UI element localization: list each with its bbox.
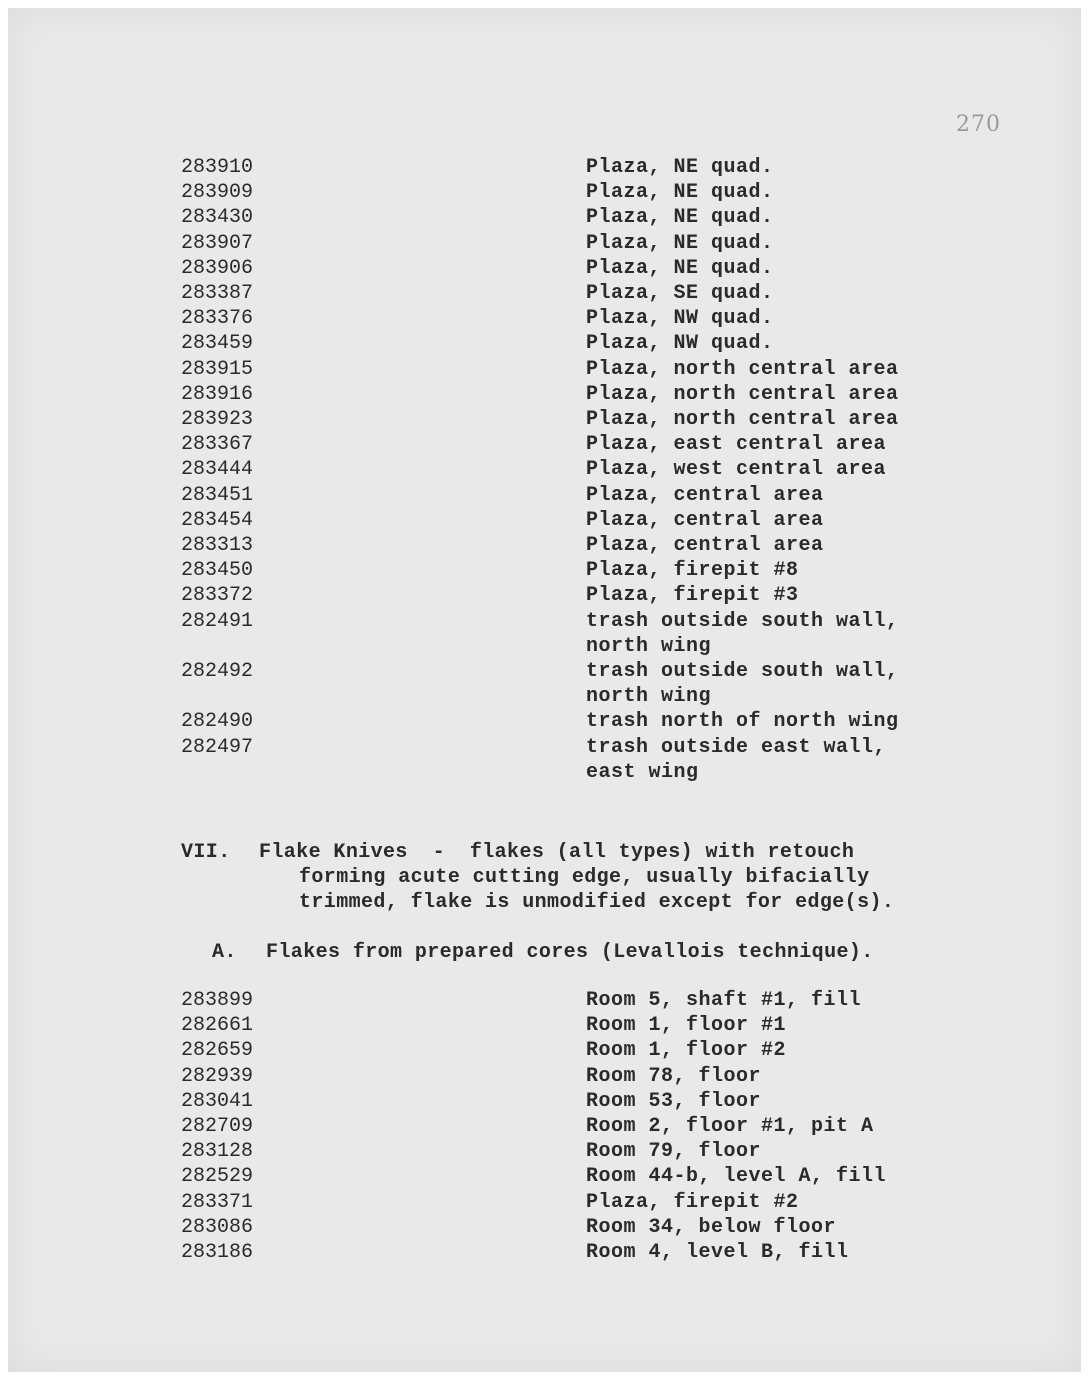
catalog-number: 283367 bbox=[181, 433, 254, 457]
catalog-row bbox=[181, 357, 941, 382]
provenience-location: Room 2, floor #1, pit A bbox=[586, 1115, 874, 1139]
provenience-location: Plaza, central area bbox=[586, 508, 824, 532]
catalog-number: 283451 bbox=[181, 483, 254, 507]
catalog-row bbox=[181, 1089, 941, 1114]
provenience-location: Plaza, north central area bbox=[586, 382, 899, 406]
catalog-row bbox=[181, 382, 941, 407]
catalog-row bbox=[181, 407, 941, 432]
catalog-row bbox=[181, 1038, 941, 1063]
catalog-row bbox=[181, 508, 941, 533]
catalog-number: 283372 bbox=[181, 584, 254, 608]
provenience-location: Plaza, NE quad. bbox=[586, 231, 774, 255]
catalog-number: 283086 bbox=[181, 1215, 254, 1239]
subsection-letter: A. bbox=[212, 941, 237, 964]
provenience-location: Plaza, central area bbox=[586, 534, 824, 558]
catalog-number: 282661 bbox=[181, 1014, 254, 1038]
catalog-row bbox=[181, 1215, 941, 1240]
catalog-row bbox=[181, 483, 941, 508]
provenience-location: trash outside south wall, north wing bbox=[586, 609, 899, 658]
provenience-location: Plaza, SE quad. bbox=[586, 282, 774, 306]
document-page bbox=[8, 8, 1081, 1372]
provenience-location: Plaza, NE quad. bbox=[586, 181, 774, 205]
catalog-number: 283915 bbox=[181, 357, 254, 381]
provenience-location: Plaza, NW quad. bbox=[586, 307, 774, 331]
catalog-number: 283041 bbox=[181, 1089, 254, 1113]
catalog-number: 282497 bbox=[181, 735, 254, 759]
catalog-number: 283444 bbox=[181, 458, 254, 482]
provenience-location: Plaza, west central area bbox=[586, 458, 887, 482]
catalog-number: 283371 bbox=[181, 1190, 254, 1214]
catalog-row bbox=[181, 1114, 941, 1139]
catalog-row bbox=[181, 457, 941, 482]
catalog-number: 282529 bbox=[181, 1165, 254, 1189]
catalog-number: 282492 bbox=[181, 660, 254, 684]
catalog-list-bottom bbox=[181, 988, 941, 1265]
catalog-number: 283430 bbox=[181, 206, 254, 230]
catalog-number: 283376 bbox=[181, 307, 254, 331]
catalog-row bbox=[181, 988, 941, 1013]
provenience-location: Room 44-b, level A, fill bbox=[586, 1165, 887, 1189]
catalog-number: 283899 bbox=[181, 989, 254, 1012]
section-vii bbox=[181, 840, 961, 915]
catalog-row bbox=[181, 306, 941, 331]
catalog-number: 282939 bbox=[181, 1064, 254, 1088]
provenience-location: Room 53, floor bbox=[586, 1089, 762, 1113]
catalog-row bbox=[181, 1240, 941, 1265]
provenience-location: Plaza, NW quad. bbox=[586, 332, 774, 356]
catalog-number: 283454 bbox=[181, 508, 254, 532]
section-line-3: trimmed, flake is unmodified except for edge(s). bbox=[299, 891, 895, 914]
provenience-location: Room 34, below floor bbox=[586, 1215, 837, 1239]
provenience-location: Room 1, floor #2 bbox=[586, 1039, 787, 1063]
catalog-row bbox=[181, 331, 941, 356]
catalog-row bbox=[181, 1013, 941, 1038]
provenience-location: Room 4, level B, fill bbox=[586, 1241, 849, 1265]
catalog-number: 282659 bbox=[181, 1039, 254, 1063]
provenience-location: Room 1, floor #1 bbox=[586, 1014, 787, 1038]
page-number: 270 bbox=[956, 112, 1001, 137]
provenience-location: Room 79, floor bbox=[586, 1140, 762, 1164]
catalog-row bbox=[181, 609, 941, 659]
catalog-number: 283909 bbox=[181, 181, 254, 205]
subsection-a bbox=[212, 940, 874, 965]
catalog-row bbox=[181, 155, 941, 180]
catalog-row bbox=[181, 558, 941, 583]
catalog-number: 283128 bbox=[181, 1140, 254, 1164]
catalog-number: 282490 bbox=[181, 710, 254, 734]
catalog-row bbox=[181, 231, 941, 256]
provenience-location: Plaza, NE quad. bbox=[586, 256, 774, 280]
subsection-title: Flakes from prepared cores (Levallois technique). bbox=[266, 941, 874, 964]
provenience-location: Plaza, NE quad. bbox=[586, 156, 774, 179]
section-line-2: forming acute cutting edge, usually bifacially bbox=[299, 866, 870, 889]
catalog-row bbox=[181, 432, 941, 457]
catalog-number: 283916 bbox=[181, 382, 254, 406]
catalog-number: 282709 bbox=[181, 1115, 254, 1139]
catalog-row bbox=[181, 256, 941, 281]
catalog-number: 283906 bbox=[181, 256, 254, 280]
catalog-row bbox=[181, 1139, 941, 1164]
provenience-location: Plaza, firepit #2 bbox=[586, 1190, 799, 1214]
provenience-location: trash outside south wall, north wing bbox=[586, 660, 899, 709]
provenience-location: Plaza, north central area bbox=[586, 408, 899, 432]
catalog-row bbox=[181, 281, 941, 306]
catalog-list-top bbox=[181, 155, 941, 785]
catalog-number: 283313 bbox=[181, 534, 254, 558]
catalog-row bbox=[181, 1190, 941, 1215]
provenience-location: Plaza, firepit #3 bbox=[586, 584, 799, 608]
provenience-location: Plaza, NE quad. bbox=[586, 206, 774, 230]
provenience-location: Room 5, shaft #1, fill bbox=[586, 989, 862, 1012]
catalog-row bbox=[181, 659, 941, 709]
provenience-location: trash outside east wall, east wing bbox=[586, 735, 887, 784]
provenience-location: Plaza, north central area bbox=[586, 357, 899, 381]
catalog-number: 283907 bbox=[181, 231, 254, 255]
catalog-row bbox=[181, 1164, 941, 1189]
catalog-row bbox=[181, 583, 941, 608]
catalog-row bbox=[181, 533, 941, 558]
catalog-row bbox=[181, 180, 941, 205]
provenience-location: trash north of north wing bbox=[586, 710, 899, 734]
provenience-location: Room 78, floor bbox=[586, 1064, 762, 1088]
provenience-location: Plaza, central area bbox=[586, 483, 824, 507]
catalog-number: 283450 bbox=[181, 559, 254, 583]
catalog-number: 283923 bbox=[181, 408, 254, 432]
catalog-number: 283186 bbox=[181, 1241, 254, 1265]
catalog-row bbox=[181, 205, 941, 230]
section-heading bbox=[181, 840, 961, 865]
section-number: VII. bbox=[181, 841, 231, 864]
catalog-row bbox=[181, 1064, 941, 1089]
provenience-location: Plaza, east central area bbox=[586, 433, 887, 457]
catalog-row bbox=[181, 709, 941, 734]
catalog-number: 283910 bbox=[181, 156, 254, 179]
catalog-row bbox=[181, 735, 941, 785]
catalog-number: 283459 bbox=[181, 332, 254, 356]
catalog-number: 283387 bbox=[181, 282, 254, 306]
catalog-number: 282491 bbox=[181, 609, 254, 633]
provenience-location: Plaza, firepit #8 bbox=[586, 559, 799, 583]
section-line-1: Flake Knives - flakes (all types) with retouch bbox=[259, 841, 855, 864]
